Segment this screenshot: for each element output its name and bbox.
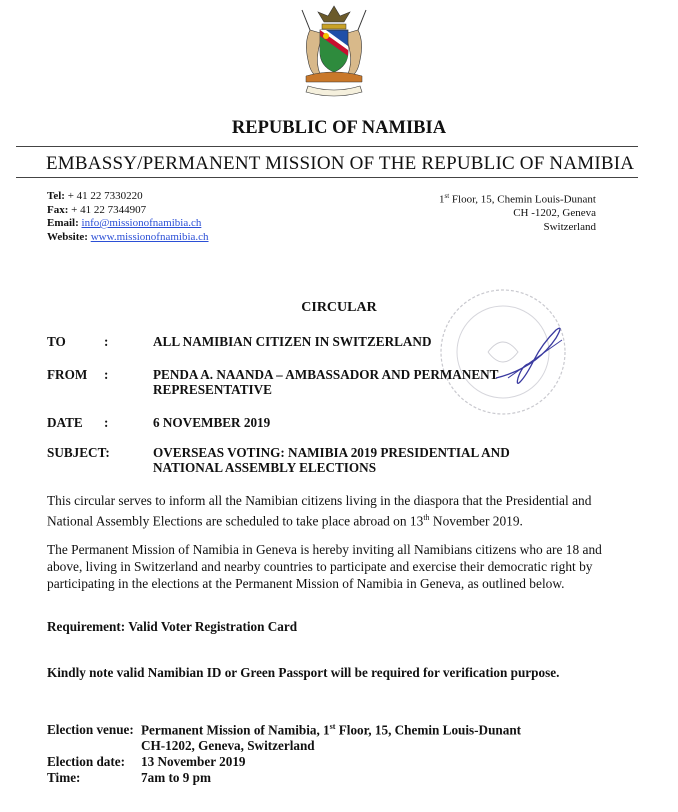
tel-label: Tel: — [47, 190, 65, 202]
venue-value: Permanent Mission of Namibia, 1st Floor, 15, Chemin Louis-Dunant — [141, 722, 522, 738]
address-line-2: CH -1202, Geneva — [513, 207, 596, 220]
election-date-value: 13 November 2019 — [141, 754, 246, 769]
to-value: ALL NAMIBIAN CITIZEN IN SWITZERLAND — [153, 334, 432, 349]
date-colon: : — [104, 415, 109, 430]
time-label: Time: — [47, 770, 81, 785]
email-label: Email: — [47, 217, 79, 229]
to-label: TO — [47, 334, 66, 349]
fax-label: Fax: — [47, 203, 69, 216]
website-label: Website: — [47, 230, 88, 243]
from-label: FROM — [47, 367, 88, 382]
circular-title: CIRCULAR — [301, 300, 377, 315]
header-rule-bottom — [16, 177, 638, 178]
website-line — [47, 231, 209, 245]
address-block — [439, 190, 596, 234]
website-link[interactable]: www.missionofnamibia.ch — [90, 230, 209, 243]
requirement-line: Requirement: Valid Voter Registration Card — [47, 619, 298, 634]
date-value: 6 NOVEMBER 2019 — [153, 415, 271, 430]
address-line-3: Switzerland — [543, 220, 596, 233]
election-date-label: Election date: — [47, 754, 126, 769]
venue-label: Election venue: — [47, 722, 134, 737]
fax-value: + 41 22 7344907 — [71, 203, 147, 216]
contact-block — [47, 190, 209, 244]
from-colon: : — [104, 367, 109, 382]
verification-note: Kindly note valid Namibian ID or Green Passport will be required for verification purpose. — [47, 665, 560, 680]
date-label: DATE — [47, 415, 83, 430]
subject-label: SUBJECT: — [47, 445, 110, 460]
from-value: PENDA A. NAANDA – AMBASSADOR AND PERMANENT REPRESENTATIVE — [153, 367, 499, 397]
tel-line — [47, 190, 209, 204]
email-line — [47, 217, 209, 231]
coat-of-arms-emblem — [288, 2, 380, 102]
email-link[interactable]: info@missionofnamibia.ch — [81, 217, 202, 229]
header-rule-top — [16, 146, 638, 147]
mission-title: EMBASSY/PERMANENT MISSION OF THE REPUBLIC OF NAMIBIA — [46, 153, 635, 174]
time-value: 7am to 9 pm — [141, 770, 211, 785]
fax-line — [47, 204, 209, 218]
body-paragraph-2: The Permanent Mission of Namibia in Geneva is hereby inviting all Namibians citizens who are 18 and above, living in Switzerland and nearby countries to participate and exercise their democratic right by participating in the elections at the Permanent Mission of Namibia in Geneva, as outlined below. — [47, 542, 602, 591]
to-colon: : — [104, 334, 109, 349]
venue-value-line-2: CH-1202, Geneva, Switzerland — [141, 738, 315, 753]
address-line-1: 1st Floor, 15, Chemin Louis-Dunant — [438, 192, 596, 206]
body-paragraph-1: This circular serves to inform all the Namibian citizens living in the diaspora that the Presidential and National Assembly Elections are scheduled to take place abroad on 13th November 2019. — [47, 493, 592, 529]
tel-value: + 41 22 7330220 — [67, 190, 143, 202]
subject-value: OVERSEAS VOTING: NAMIBIA 2019 PRESIDENTIAL AND NATIONAL ASSEMBLY ELECTIONS — [153, 445, 510, 475]
country-title: REPUBLIC OF NAMIBIA — [231, 118, 447, 138]
